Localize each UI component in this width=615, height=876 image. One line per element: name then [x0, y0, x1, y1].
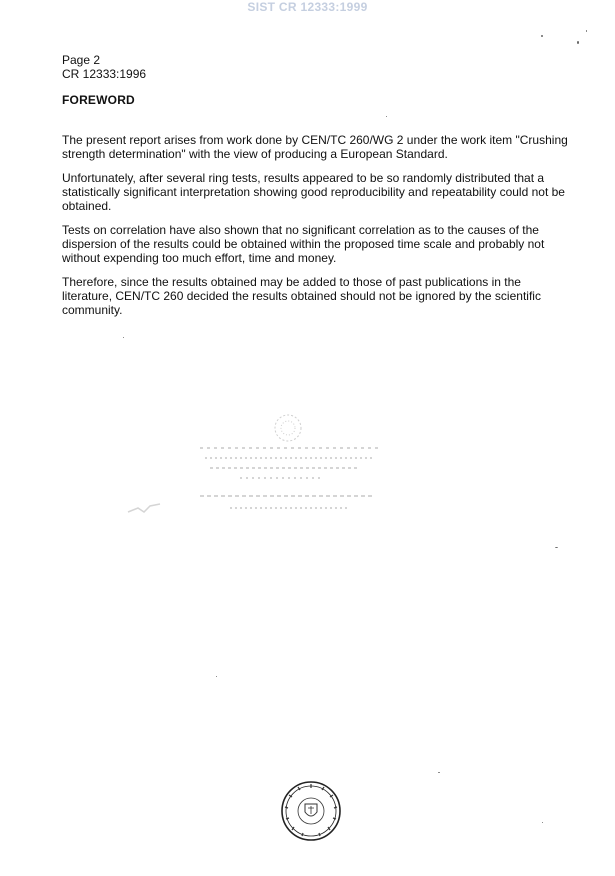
page-header — [62, 53, 146, 81]
scan-speck — [541, 35, 543, 37]
scan-speck — [438, 772, 440, 773]
paragraph-1: The present report arises from work done by CEN/TC 260/WG 2 under the work item "Crushing strength determination" with the view of producing a European Standard. — [62, 133, 568, 161]
scan-speck — [586, 30, 587, 32]
scan-speck — [216, 676, 217, 677]
paragraph-3: Tests on correlation have also shown that no significant correlation as to the causes of the dispersion of the results could be obtained within the proposed time scale and probably not without expending too much effort, time and money. — [62, 223, 545, 265]
scan-speck — [555, 547, 558, 548]
scan-speck — [123, 337, 124, 338]
scan-speck — [577, 41, 579, 44]
scan-speck — [386, 116, 387, 117]
section-title: FOREWORD — [62, 93, 135, 107]
faded-stamp-impression — [120, 400, 390, 530]
paragraph-4: Therefore, since the results obtained may be added to those of past publications in the literature, CEN/TC 260 decided the results obtained should not be ignored by the scientific community. — [62, 275, 541, 317]
scan-speck — [542, 822, 543, 823]
watermark-text: SIST CR 12333:1999 — [247, 0, 368, 14]
foreword-body — [62, 133, 572, 327]
official-seal — [280, 780, 342, 842]
page-number: Page 2 — [62, 53, 101, 67]
document-reference: CR 12333:1996 — [62, 67, 147, 81]
paragraph-2: Unfortunately, after several ring tests, results appeared to be so randomly distributed that a statistically significant interpretation showing good reproducibility and repeatability could not be obtained. — [62, 171, 565, 213]
